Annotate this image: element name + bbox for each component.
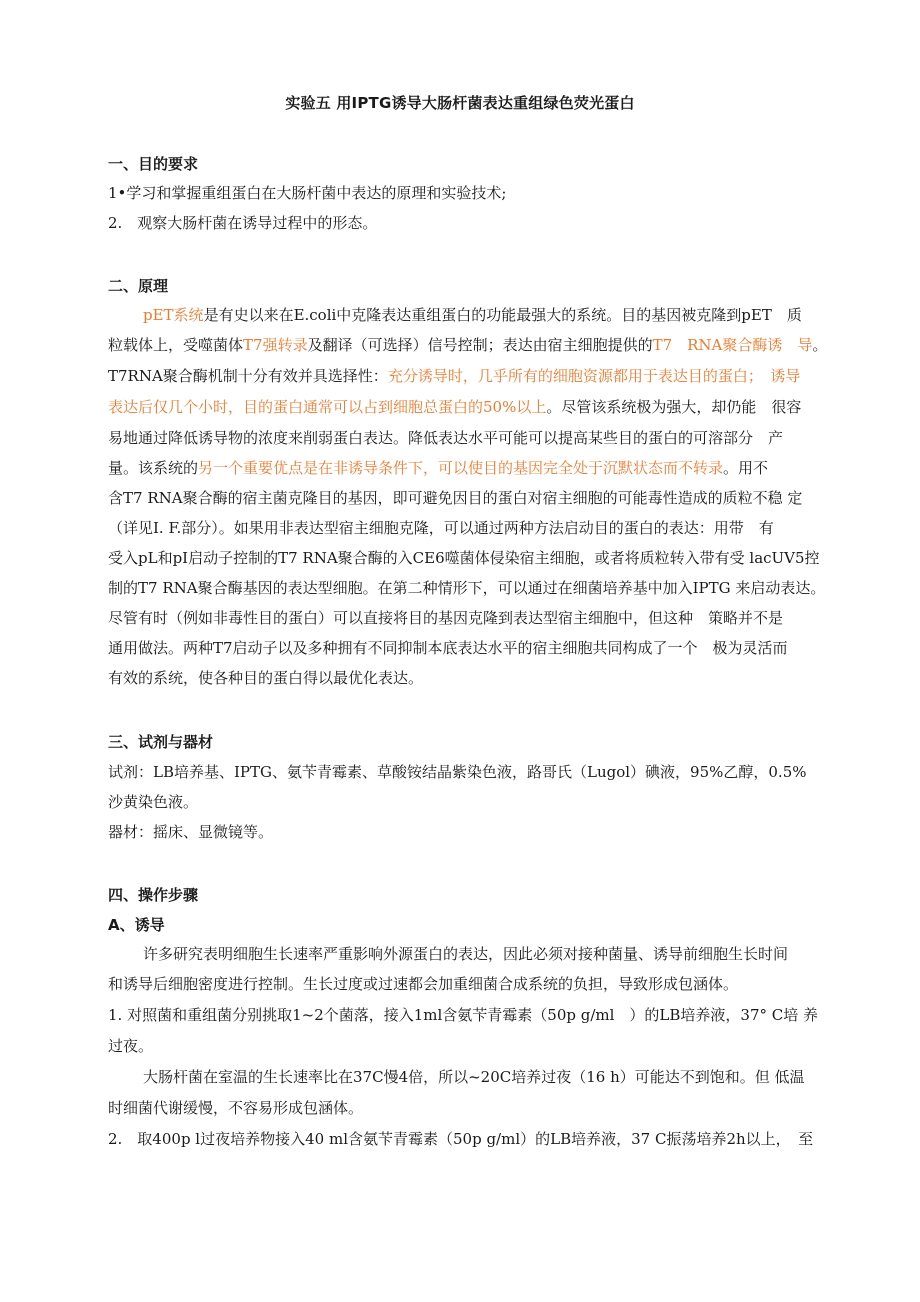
highlight-text: pET系统 (143, 306, 204, 324)
equipment-line: 器材：摇床、显微镜等。 (108, 823, 274, 841)
principle-line-12: 通用做法。两种T7启动子以及多种拥有不同抑制本底表达水平的宿主细胞共同构成了一个 极为灵活而 (108, 639, 788, 657)
highlight-text: T7强转录 (243, 336, 308, 354)
highlight-text: 充分诱导时，几乎所有的细胞资源都用于表达目的蛋白； 诱导 (387, 367, 801, 385)
highlight-text: 表达后仅几个小时，目的蛋白通常可以占到细胞总蛋白的50%以上 (108, 398, 547, 416)
objective-item-1: 1•学习和掌握重组蛋白在大肠杆菌中表达的原理和实验技术; (108, 184, 507, 202)
text-run: 及翻译（可选择）信号控制；表达由宿主细胞提供的 (307, 336, 653, 354)
text-run: 。尽管该系统极为强大，却仍能 很容 (546, 398, 802, 416)
text-run: 量。该系统的 (108, 459, 199, 477)
subheading-induction: A、诱导 (108, 916, 165, 934)
principle-line-6 (108, 458, 768, 478)
principle-line-9: 受入pL和pI启动子控制的T7 RNA聚合酶的入CE6噬菌体侵染宿主细胞，或者将质粒转入带有受 lacUV5控 (108, 549, 820, 567)
principle-line-7: 含T7 RNA聚合酶的宿主菌克隆目的基因，即可避免因目的蛋白对宿主细胞的可能毒性造成的质粒不稳 定 (108, 489, 803, 507)
principle-line-8: （详见I. F.部分）。如果用非表达型宿主细胞克隆，可以通过两种方法启动目的蛋白的表达：用带 有 (108, 519, 774, 537)
principle-line-11: 尽管有时（例如非毒性目的蛋白）可以直接将目的基因克隆到表达型宿主细胞中，但这种 策略并不是 (108, 609, 784, 627)
step-2-line-1: 2. 取400p l过夜培养物接入40 ml含氨苄青霉素（50p g/ml）的LB培养液，37 C振荡培养2h以上， 至 (108, 1130, 814, 1148)
section-heading-objectives: 一、目的要求 (108, 155, 199, 173)
procedure-line-2: 和诱导后细胞密度进行控制。生长过度或过速都会加重细菌合成系统的负担，导致形成包涵体。 (108, 975, 739, 993)
procedure-line-1: 许多研究表明细胞生长速率严重影响外源蛋白的表达，因此必须对接种菌量、诱导前细胞生长时间 (143, 945, 789, 963)
principle-line-3 (108, 366, 800, 386)
text-run: 。用不 (723, 459, 769, 477)
text-run: 粒载体上，受噬菌体 (108, 336, 244, 354)
section-heading-principle: 二、原理 (108, 277, 169, 295)
principle-line-5: 易地通过降低诱导物的浓度来削弱蛋白表达。降低表达水平可能可以提高某些目的蛋白的可溶部分 产 (108, 429, 784, 447)
principle-line-10: 制的T7 RNA聚合酶基因的表达型细胞。在第二种情形下，可以通过在细菌培养基中加入IPTG 来启动表达。 (108, 579, 826, 597)
note-line-2: 时细菌代谢缓慢，不容易形成包涵体。 (108, 1099, 364, 1117)
section-heading-materials: 三、试剂与器材 (108, 733, 214, 751)
principle-line-1 (143, 305, 802, 325)
reagents-line-2: 沙黄染色液。 (108, 793, 199, 811)
highlight-text: 另一个重要优点是在非诱导条件下，可以使目的基因完全处于沉默状态而不转录 (198, 459, 724, 477)
principle-line-4 (108, 397, 801, 417)
principle-line-13: 有效的系统，使各种目的蛋白得以最优化表达。 (108, 669, 424, 687)
objective-item-2: 2. 观察大肠杆菌在诱导过程中的形态。 (108, 214, 378, 232)
document-title: 实验五 用IPTG诱导大肠杆菌表达重组绿色荧光蛋白 (285, 94, 635, 112)
reagents-line-1: 试剂：LB培养基、IPTG、氨苄青霉素、草酸铵结晶紫染色液，路哥氏（Lugol）碘液，95%乙醇，0.5% (108, 763, 807, 781)
section-heading-procedure: 四、操作步骤 (108, 886, 199, 904)
note-line-1: 大肠杆菌在室温的生长速率比在37C慢4倍，所以~20C培养过夜（16 h）可能达不到饱和。但 低温 (143, 1068, 805, 1086)
step-1-line-2: 过夜。 (108, 1037, 154, 1055)
step-1-line-1: 1. 对照菌和重组菌分别挑取1~2个菌落，接入1ml含氨苄青霉素（50p g/ml ）的LB培养液，37° C培 养 (108, 1006, 819, 1024)
text-run: 。 (812, 336, 828, 354)
text-run: T7RNA聚合酶机制十分有效并具选择性： (108, 367, 388, 385)
highlight-text: T7 RNA聚合酶诱 导 (652, 336, 813, 354)
text-run: 是有史以来在E.coli中克隆表达重组蛋白的功能最强大的系统。目的基因被克隆到pET 质 (203, 306, 802, 324)
principle-line-2 (108, 335, 827, 355)
